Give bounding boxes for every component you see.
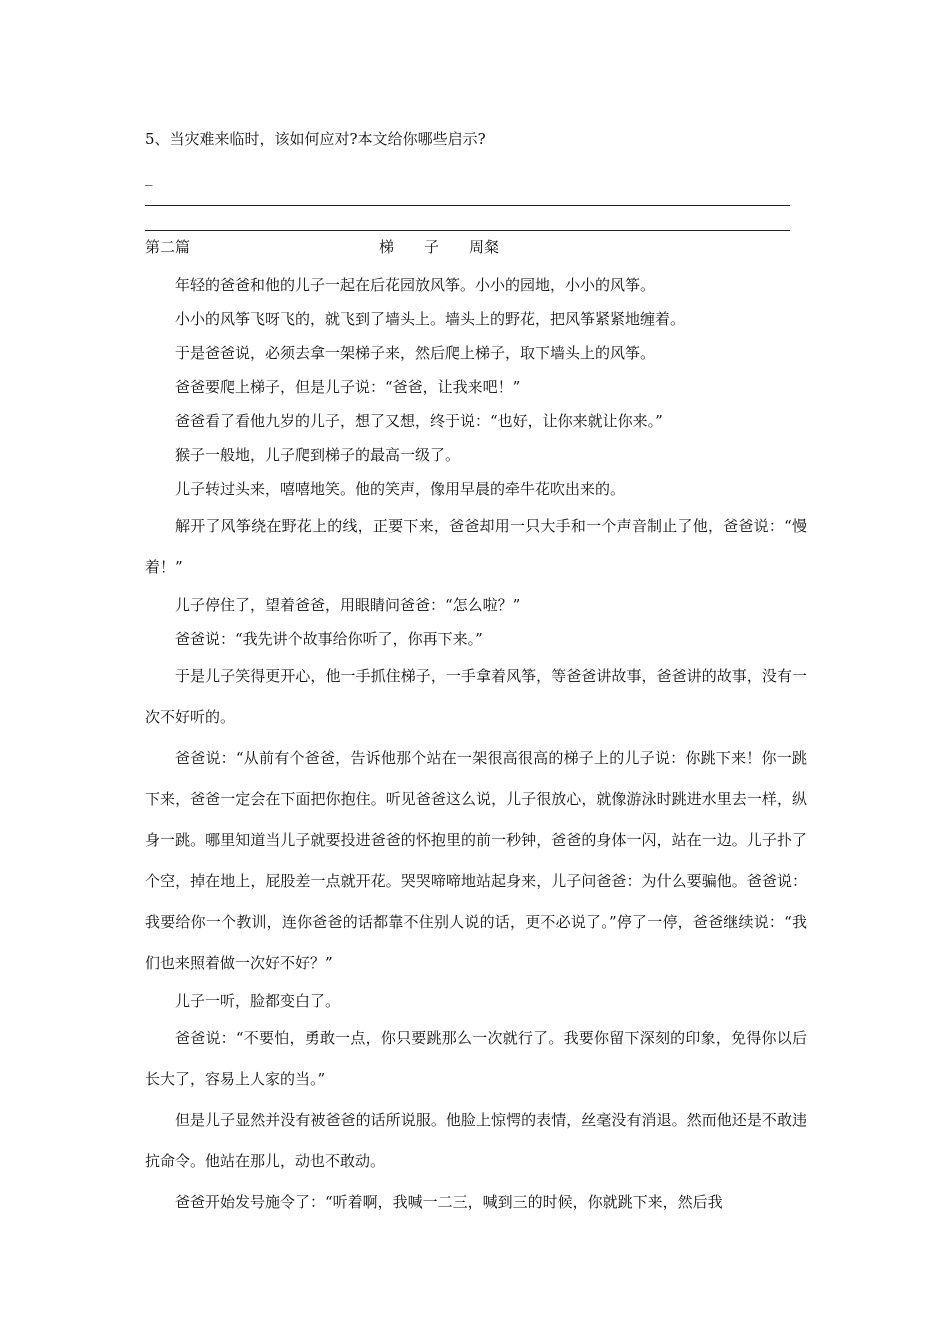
paragraph: 儿子一听，脸都变白了。 — [175, 992, 341, 1010]
answer-line-1 — [145, 205, 790, 206]
paragraph: 爸爸说：“我先讲个故事给你听了，你再下来。” — [175, 630, 483, 648]
paragraph: 解开了风筝绕在野花上的线，正要下来，爸爸却用一只大手和一个声音制止了他，爸爸说：“慢着！” — [145, 517, 807, 576]
paragraph: 猴子一般地，儿子爬到梯子的最高一级了。 — [175, 446, 461, 464]
paragraph: 但是儿子显然并没有被爸爸的话所说服。他脸上惊愕的表情，丝毫没有消退。然而他还是不敢违抗命令。他站在那儿，动也不敢动。 — [145, 1111, 807, 1170]
paragraph: 年轻的爸爸和他的儿子一起在后花园放风筝。小小的园地，小小的风筝。 — [175, 276, 656, 294]
question-5: 5、当灾难来临时，该如何应对?本文给你哪些启示? — [145, 130, 486, 148]
section-label: 第二篇 — [145, 238, 191, 256]
paragraph: 爸爸开始发号施令了：“听着啊，我喊一二三，喊到三的时候，你就跳下来，然后我 — [175, 1193, 723, 1211]
paragraph: 于是爸爸说，必须去拿一架梯子来，然后爬上梯子，取下墙头上的风筝。 — [175, 344, 656, 362]
paragraph: 于是儿子笑得更开心，他一手抓住梯子，一手拿着风筝，等爸爸讲故事，爸爸讲的故事，没有一次不好听的。 — [145, 667, 807, 726]
paragraph: 儿子转过头来，嘻嘻地笑。他的笑声，像用早晨的牵牛花吹出来的。 — [175, 480, 626, 498]
paragraph: 爸爸说：“从前有个爸爸，告诉他那个站在一架很高很高的梯子上的儿子说：你跳下来！你一跳下来，爸爸一定会在下面把你抱住。听见爸爸这么说，儿子很放心，就像游泳时跳进水里去一样，纵身一跳。哪里知道当儿子就要投进爸爸的怀抱里的前一秒钟，爸爸的身体一闪，站在一边。儿子扑了个空，掉在地上，屁股差一点就开花。哭哭啼啼地站起身来，儿子问爸爸：为什么要骗他。爸爸说：我要给你一个教训，连你爸爸的话都靠不住别人说的话，更不必说了。”停了一停，爸爸继续说：“我们也来照着做一次好不好？” — [145, 749, 807, 972]
paragraph: 小小的风筝飞呀飞的，就飞到了墙头上。墙头上的野花，把风筝紧紧地缠着。 — [175, 310, 686, 328]
answer-line-2 — [145, 230, 790, 231]
story-body — [145, 268, 807, 1223]
paragraph: 爸爸说：“不要怕，勇敢一点，你只要跳那么一次就行了。我要你留下深刻的印象，免得你以后长大了，容易上人家的当。” — [145, 1029, 807, 1088]
section-heading — [145, 236, 500, 257]
paragraph: 爸爸看了看他九岁的儿子，想了又想，终于说：“也好，让你来就让你来。” — [175, 412, 663, 430]
section-title: 梯 子 周粲 — [379, 238, 500, 256]
paragraph: 儿子停住了，望着爸爸，用眼睛问爸爸：“怎么啦？” — [175, 596, 521, 614]
paragraph: 爸爸要爬上梯子，但是儿子说：“爸爸，让我来吧！” — [175, 378, 521, 396]
answer-blank-mark: _ — [145, 168, 153, 186]
